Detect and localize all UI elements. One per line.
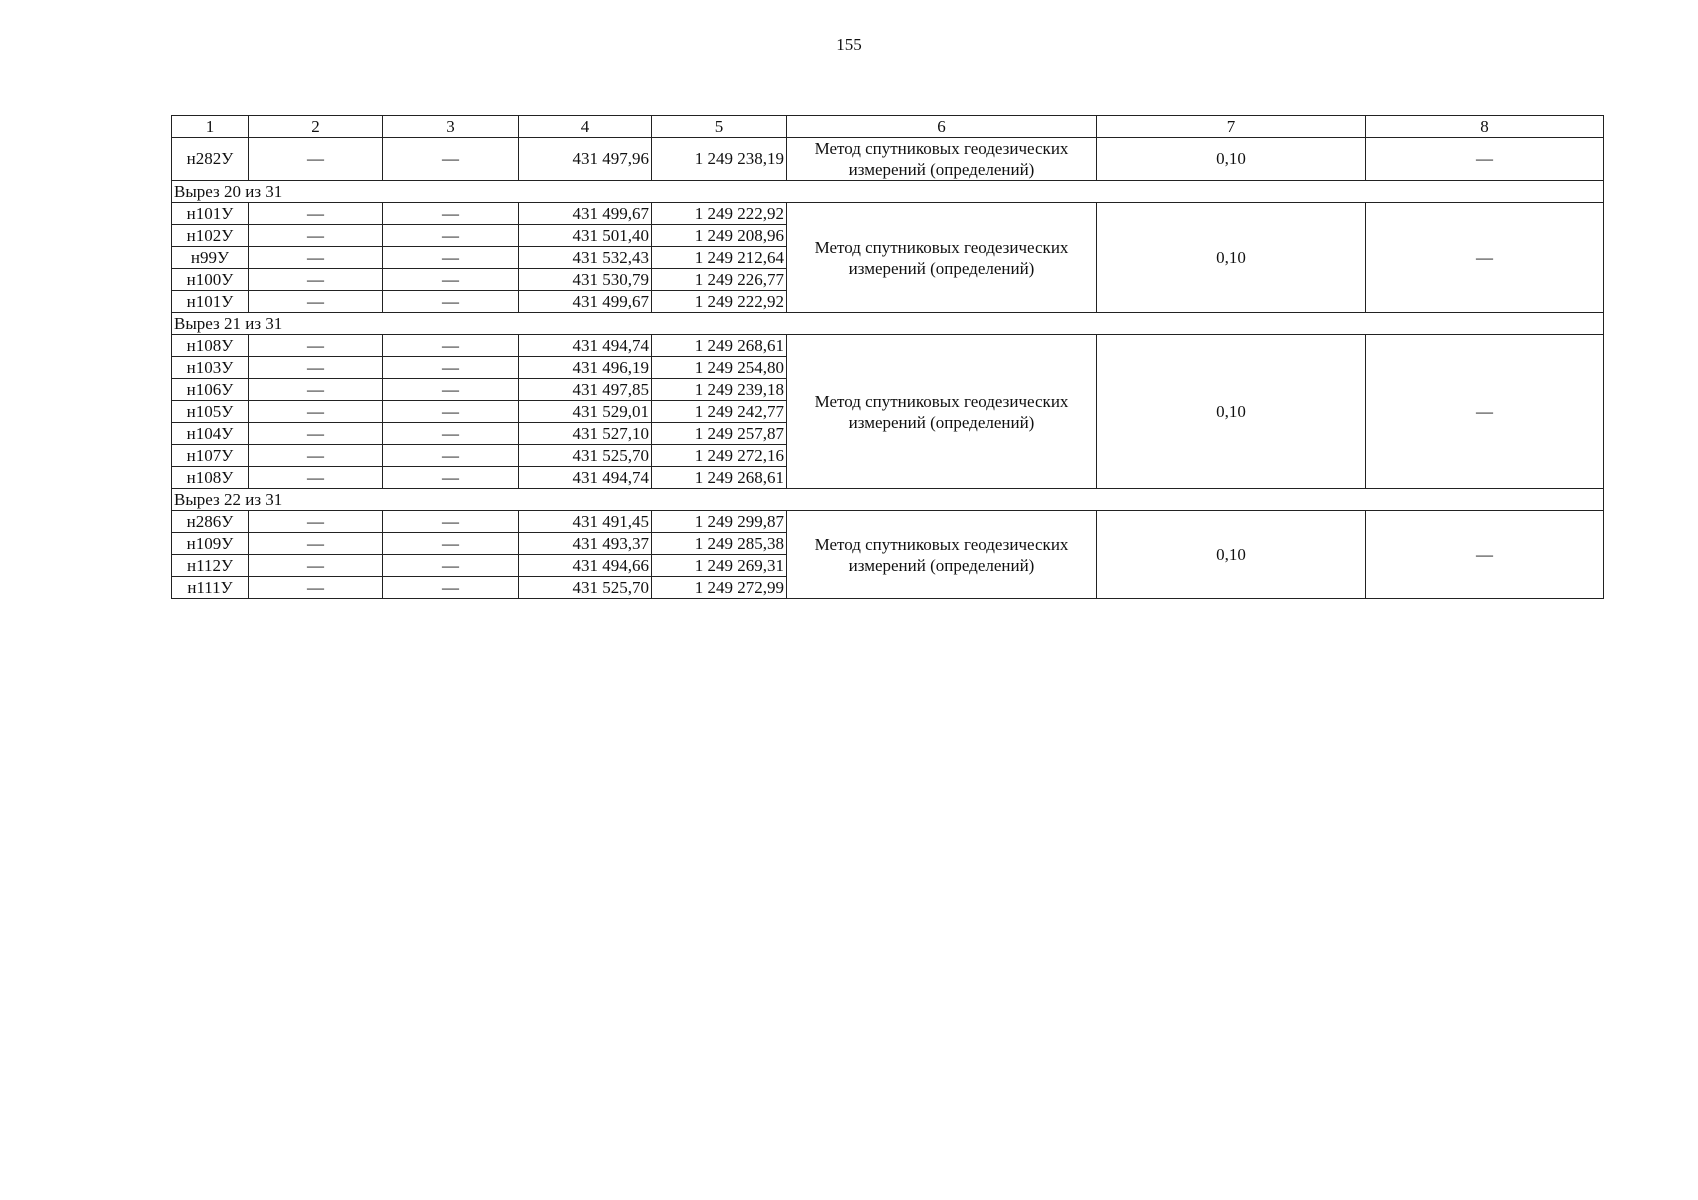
table-body <box>172 116 1604 599</box>
point-name: н102У <box>172 225 249 247</box>
accuracy-cell: 0,10 <box>1097 511 1366 599</box>
section-title: Вырез 20 из 31 <box>172 181 1604 203</box>
point-name: н106У <box>172 379 249 401</box>
col3-value: — <box>383 423 519 445</box>
col2-value: — <box>249 533 383 555</box>
y-coordinate: 1 249 242,77 <box>652 401 787 423</box>
section-header-row <box>172 489 1604 511</box>
y-coordinate: 1 249 257,87 <box>652 423 787 445</box>
col2-value: — <box>249 511 383 533</box>
x-coordinate: 431 532,43 <box>519 247 652 269</box>
col2-value: — <box>249 423 383 445</box>
col3-value: — <box>383 379 519 401</box>
coordinates-table <box>171 115 1604 599</box>
section-header-row <box>172 181 1604 203</box>
section-title: Вырез 21 из 31 <box>172 313 1604 335</box>
col3-value: — <box>383 291 519 313</box>
col2-value: — <box>249 138 383 181</box>
accuracy-cell: 0,10 <box>1097 335 1366 489</box>
column-header: 7 <box>1097 116 1366 138</box>
col2-value: — <box>249 379 383 401</box>
col3-value: — <box>383 138 519 181</box>
col8-value: — <box>1366 335 1604 489</box>
column-header: 6 <box>787 116 1097 138</box>
method-cell: Метод спутниковых геодезических измерений (определений) <box>787 335 1097 489</box>
point-name: н108У <box>172 335 249 357</box>
point-name: н282У <box>172 138 249 181</box>
col2-value: — <box>249 203 383 225</box>
col3-value: — <box>383 555 519 577</box>
x-coordinate: 431 499,67 <box>519 291 652 313</box>
column-header: 1 <box>172 116 249 138</box>
x-coordinate: 431 494,74 <box>519 467 652 489</box>
point-name: н101У <box>172 291 249 313</box>
point-name: н111У <box>172 577 249 599</box>
col2-value: — <box>249 577 383 599</box>
table-row <box>172 335 1604 357</box>
x-coordinate: 431 529,01 <box>519 401 652 423</box>
table-row <box>172 511 1604 533</box>
x-coordinate: 431 499,67 <box>519 203 652 225</box>
column-header: 2 <box>249 116 383 138</box>
col3-value: — <box>383 401 519 423</box>
point-name: н112У <box>172 555 249 577</box>
col3-value: — <box>383 357 519 379</box>
col2-value: — <box>249 401 383 423</box>
col2-value: — <box>249 247 383 269</box>
y-coordinate: 1 249 254,80 <box>652 357 787 379</box>
point-name: н108У <box>172 467 249 489</box>
col2-value: — <box>249 555 383 577</box>
method-cell: Метод спутниковых геодезических измерений (определений) <box>787 138 1097 181</box>
page-number: 155 <box>836 35 862 54</box>
col3-value: — <box>383 247 519 269</box>
x-coordinate: 431 530,79 <box>519 269 652 291</box>
col2-value: — <box>249 357 383 379</box>
y-coordinate: 1 249 226,77 <box>652 269 787 291</box>
column-header: 4 <box>519 116 652 138</box>
y-coordinate: 1 249 285,38 <box>652 533 787 555</box>
col3-value: — <box>383 225 519 247</box>
x-coordinate: 431 497,85 <box>519 379 652 401</box>
point-name: н105У <box>172 401 249 423</box>
col2-value: — <box>249 467 383 489</box>
col8-value: — <box>1366 203 1604 313</box>
y-coordinate: 1 249 238,19 <box>652 138 787 181</box>
accuracy-cell: 0,10 <box>1097 138 1366 181</box>
col3-value: — <box>383 203 519 225</box>
table-row <box>172 138 1604 181</box>
y-coordinate: 1 249 272,99 <box>652 577 787 599</box>
col3-value: — <box>383 445 519 467</box>
col8-value: — <box>1366 511 1604 599</box>
method-cell: Метод спутниковых геодезических измерений (определений) <box>787 511 1097 599</box>
column-number-row <box>172 116 1604 138</box>
point-name: н103У <box>172 357 249 379</box>
accuracy-cell: 0,10 <box>1097 203 1366 313</box>
col2-value: — <box>249 225 383 247</box>
col3-value: — <box>383 335 519 357</box>
col8-value: — <box>1366 138 1604 181</box>
method-cell: Метод спутниковых геодезических измерений (определений) <box>787 203 1097 313</box>
point-name: н109У <box>172 533 249 555</box>
col2-value: — <box>249 335 383 357</box>
col3-value: — <box>383 511 519 533</box>
y-coordinate: 1 249 208,96 <box>652 225 787 247</box>
y-coordinate: 1 249 299,87 <box>652 511 787 533</box>
y-coordinate: 1 249 222,92 <box>652 291 787 313</box>
table-row <box>172 203 1604 225</box>
point-name: н99У <box>172 247 249 269</box>
point-name: н101У <box>172 203 249 225</box>
point-name: н104У <box>172 423 249 445</box>
y-coordinate: 1 249 222,92 <box>652 203 787 225</box>
x-coordinate: 431 525,70 <box>519 445 652 467</box>
x-coordinate: 431 493,37 <box>519 533 652 555</box>
x-coordinate: 431 491,45 <box>519 511 652 533</box>
col2-value: — <box>249 445 383 467</box>
x-coordinate: 431 501,40 <box>519 225 652 247</box>
point-name: н107У <box>172 445 249 467</box>
y-coordinate: 1 249 268,61 <box>652 335 787 357</box>
y-coordinate: 1 249 269,31 <box>652 555 787 577</box>
x-coordinate: 431 494,66 <box>519 555 652 577</box>
x-coordinate: 431 527,10 <box>519 423 652 445</box>
section-title: Вырез 22 из 31 <box>172 489 1604 511</box>
y-coordinate: 1 249 268,61 <box>652 467 787 489</box>
col3-value: — <box>383 577 519 599</box>
column-header: 5 <box>652 116 787 138</box>
y-coordinate: 1 249 272,16 <box>652 445 787 467</box>
col3-value: — <box>383 533 519 555</box>
x-coordinate: 431 525,70 <box>519 577 652 599</box>
column-header: 3 <box>383 116 519 138</box>
x-coordinate: 431 497,96 <box>519 138 652 181</box>
col3-value: — <box>383 467 519 489</box>
y-coordinate: 1 249 239,18 <box>652 379 787 401</box>
x-coordinate: 431 494,74 <box>519 335 652 357</box>
x-coordinate: 431 496,19 <box>519 357 652 379</box>
col2-value: — <box>249 291 383 313</box>
point-name: н286У <box>172 511 249 533</box>
point-name: н100У <box>172 269 249 291</box>
y-coordinate: 1 249 212,64 <box>652 247 787 269</box>
col2-value: — <box>249 269 383 291</box>
column-header: 8 <box>1366 116 1604 138</box>
col3-value: — <box>383 269 519 291</box>
section-header-row <box>172 313 1604 335</box>
